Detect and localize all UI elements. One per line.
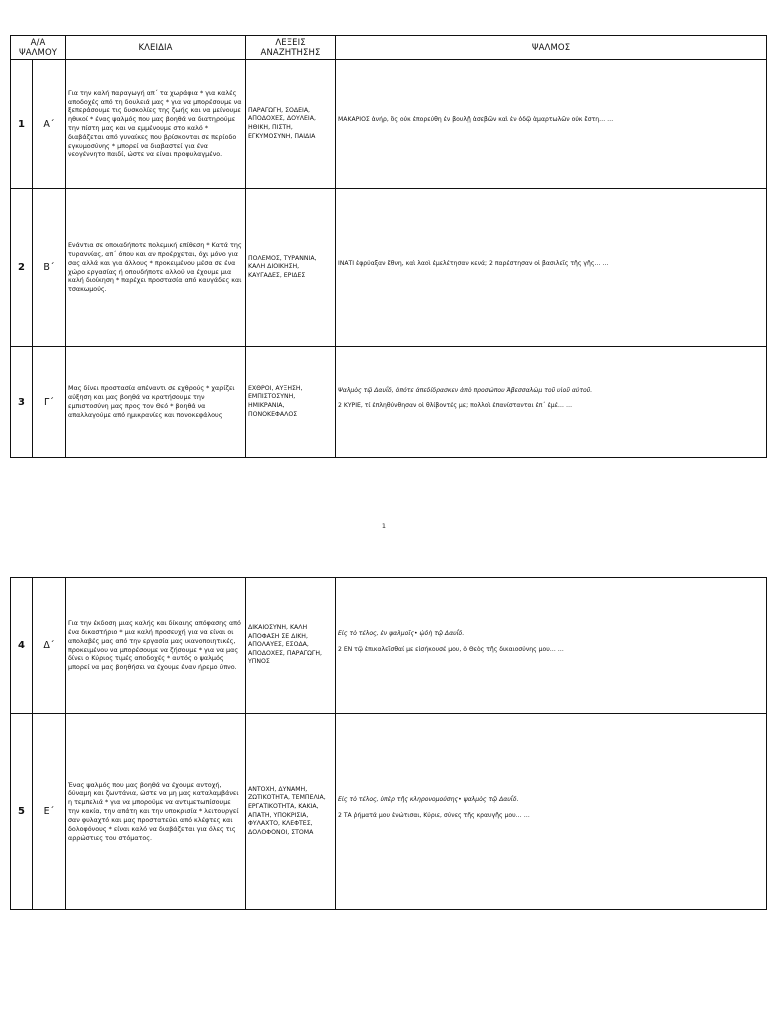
- psalm-text-cell: [336, 60, 767, 189]
- psalm-number: Ε΄: [33, 714, 66, 910]
- header-psalm-text: ΨΑΛΜΟΣ: [336, 36, 767, 60]
- psalm-number: Γ΄: [33, 347, 66, 458]
- psalm-search-keywords: ΔΙΚΑΙΟΣΥΝΗ, ΚΑΛΗ ΑΠΟΦΑΣΗ ΣΕ ΔΙΚΗ, ΑΠΟΛΑΥΕΣ, ΕΣΟΔΑ, ΑΠΟΔΟΧΕΣ, ΠΑΡΑΓΩΓΗ, ΥΠΝΟΣ: [246, 578, 336, 714]
- psalm-number: Α΄: [33, 60, 66, 189]
- psalm-text-cell: [336, 714, 767, 910]
- psalm-body-text: ΜΑΚΑΡΙΟΣ ἀνήρ, ὃς οὐκ ἐπορεύθη ἐν βουλῇ ἀσεβῶν καὶ ἐν ὁδῷ ἁμαρτωλῶν οὐκ ἔστη… …: [338, 116, 614, 124]
- table-row: [11, 60, 767, 189]
- header-psalm-number: Α/Α ΨΑΛΜΟΥ: [11, 36, 66, 60]
- psalm-keys-text: Ενάντια σε οποιαδήποτε πολεμική επίθεση * Κατά της τυραννίας, απ΄ όπου και αν προέρχεται, όχι μόνο για σας αλλά και για άλλους * προκειμένου μέσα σε ένα χώρο εργασίας ή οπουδήποτε αλλού να έχουμε μια καλή διοίκηση * παρέχει προστασία από καυγάδες και τσακωμούς.: [66, 189, 246, 347]
- row-number: 3: [11, 347, 33, 458]
- table-row: [11, 578, 767, 714]
- row-number: 2: [11, 189, 33, 347]
- psalm-text-cell: [336, 189, 767, 347]
- psalm-keys-text: Για την έκδοση μιας καλής και δίκαιης απόφασης από ένα δικαστήριο * μια καλή προσευχή για να είναι οι απολαβές μας από την εργασία μας ικανοποιητικές, προκειμένου να μπορέσουμε να ζήσουμε * για να μας δίνει ο Κύριος τιμές αποδοχές * αυτός ο ψαλμός μπορεί να μας βοηθήσει να έχουμε έναν ήρεμο ύπνο.: [66, 578, 246, 714]
- psalm-heading: Ψαλμὸς τῷ Δαυΐδ, ὁπότε ἀπεδίδρασκεν ἀπὸ προσώπου Ἀβεσσαλὼμ τοῦ υἱοῦ αὐτοῦ.: [338, 386, 593, 394]
- table-row: [11, 189, 767, 347]
- psalm-body-text: 2 ΚΥΡΙΕ, τί ἐπληθύνθησαν οἱ θλίβοντές με; πολλοὶ ἐπανίστανται ἐπ΄ ἐμέ… …: [338, 402, 573, 409]
- table-row: [11, 714, 767, 910]
- psalm-table-page-1: [10, 35, 767, 458]
- psalm-keys-text: Μας δίνει προστασία απέναντι σε εχθρούς * χαρίζει αύξηση και μας βοηθά να κρατήσουμε την εμπιστοσύνη μας προς τον Θεό * βοηθά να απαλλαγούμε από ημικρανίες και πονοκεφάλους: [66, 347, 246, 458]
- psalm-number: Β΄: [33, 189, 66, 347]
- psalm-body-text: 2 ΕΝ τῷ ἐπικαλεῖσθαί με εἰσήκουσέ μου, ὁ Θεὸς τῆς δικαιοσύνης μου… …: [338, 645, 564, 653]
- psalm-search-keywords: ΑΝΤΟΧΗ, ΔΥΝΑΜΗ, ΖΩΤΙΚΟΤΗΤΑ, ΤΕΜΠΕΛΙΑ, ΕΡΓΑΤΙΚΟΤΗΤΑ, ΚΑΚΙΑ, ΑΠΑΤΗ, ΥΠΟΚΡΙΣΙΑ, ΦΥΛΑΧΤΟ, ΚΛΕΦΤΕΣ, ΔΟΛΟΦΟΝΟΙ, ΣΤΟΜΑ: [246, 714, 336, 910]
- psalm-heading: Εἰς τὸ τέλος, ὑπὲρ τῆς κληρονομούσης• ψαλμὸς τῷ Δαυΐδ.: [338, 796, 519, 804]
- document-page-2: [0, 545, 768, 1024]
- psalm-table-page-2: [10, 577, 767, 910]
- psalm-body-text: 2 ΤΑ ῥήματά μου ἐνώτισαι, Κύριε, σύνες τῆς κραυγῆς μου… …: [338, 811, 530, 819]
- table-row: [11, 347, 767, 458]
- row-number: 5: [11, 714, 33, 910]
- header-search-keywords: ΛΕΞΕΙΣ ΑΝΑΖΗΤΗΣΗΣ: [246, 36, 336, 60]
- psalm-search-keywords: ΕΧΘΡΟΙ, ΑΥΞΗΣΗ, ΕΜΠΙΣΤΟΣΥΝΗ, ΗΜΙΚΡΑΝΙΑ, ΠΟΝΟΚΕΦΑΛΟΣ: [246, 347, 336, 458]
- row-number: 4: [11, 578, 33, 714]
- psalm-text-cell: [336, 347, 767, 458]
- psalm-keys-text: Ένας ψαλμός που μας βοηθά να έχουμε αντοχή, δύναμη και ζωντάνια, ώστε να μη μας καταλαμβάνει η τεμπελιά * για να μπορούμε να αντιμετωπίσουμε την κακία, την απάτη και την υποκρισία * λειτουργεί σαν φυλαχτό και μας προστατεύει από κλέφτες και δολοφόνους * είναι καλό να διαβάζεται για όλες τις αρρώστιες του στόματος.: [66, 714, 246, 910]
- row-number: 1: [11, 60, 33, 189]
- psalm-keys-text: Για την καλή παραγωγή απ΄ τα χωράφια * για καλές αποδοχές από τη δουλειά μας * για να μπορέσουμε να ξεπεράσουμε τις δυσκολίες της ζωής και να μείνουμε ηθικοί * ένας ψαλμός που μας βοηθά να διατηρούμε την πίστη μας και να εμμένουμε στο καλό * διαβάζεται από γυναίκες που βρίσκονται σε περίοδο εγκυμοσύνης * μπορεί να διαβαστεί για ένα νεογέννητο παιδί, ώστε να είναι προφυλαγμένο.: [66, 60, 246, 189]
- psalm-number: Δ΄: [33, 578, 66, 714]
- psalm-body-text: ΙΝΑΤΙ ἐφρύαξαν ἔθνη, καὶ λαοὶ ἐμελέτησαν κενά; 2 παρέστησαν οἱ βασιλεῖς τῆς γῆς… …: [338, 259, 609, 267]
- header-keys: ΚΛΕΙΔΙΑ: [66, 36, 246, 60]
- psalm-search-keywords: ΠΟΛΕΜΟΣ, ΤΥΡΑΝΝΙΑ, ΚΑΛΗ ΔΙΟΙΚΗΣΗ, ΚΑΥΓΑΔΕΣ, ΕΡΙΔΕΣ: [246, 189, 336, 347]
- psalm-text-cell: [336, 578, 767, 714]
- psalm-heading: Εἰς τὸ τέλος, ἐν ψαλμοῖς• ᾠδὴ τῷ Δαυΐδ.: [338, 630, 465, 638]
- page-number: 1: [381, 522, 387, 530]
- psalm-search-keywords: ΠΑΡΑΓΩΓΗ, ΣΟΔΕΙΑ, ΑΠΟΔΟΧΕΣ, ΔΟΥΛΕΙΑ, ΗΘΙΚΗ, ΠΙΣΤΗ, ΕΓΚΥΜΟΣΥΝΗ, ΠΑΙΔΙΑ: [246, 60, 336, 189]
- table-header-row: [11, 36, 767, 60]
